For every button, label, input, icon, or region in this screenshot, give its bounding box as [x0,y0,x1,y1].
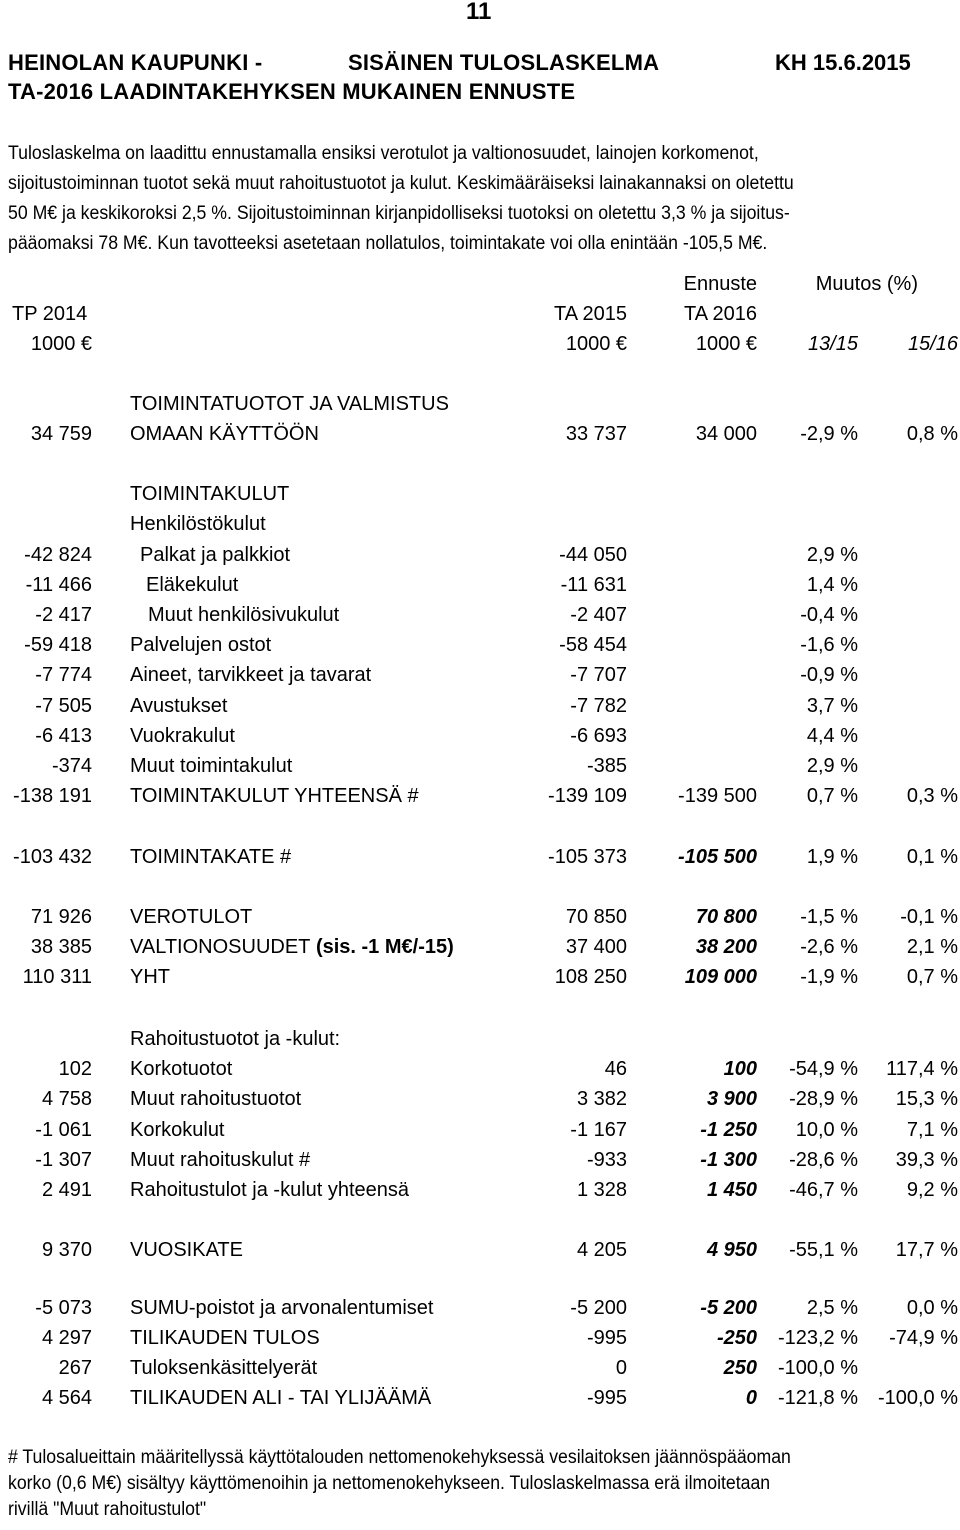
row-label: Vuokrakulut [130,725,235,747]
row-label: TILIKAUDEN ALI - TAI YLIJÄÄMÄ [130,1387,432,1409]
intro-line-4: pääomaksi 78 M€. Kun tavotteeksi asetetaan nollatulos, toimintakate voi olla enintään -105,5 M€. [8,233,768,254]
header-change-15-16: 15/16 [907,333,958,355]
subsection-heading: Henkilöstökulut [130,513,266,535]
cell-change-13-15: -1,5 % [800,906,858,928]
header-unit-tp2014: 1000 € [30,333,92,355]
cell-ta2015: -2 407 [570,604,627,626]
cell-tp2014: 71 926 [30,906,92,928]
cell-tp2014: -7 774 [35,664,92,686]
cell-change-15-16: 117,4 % [886,1058,958,1080]
cell-ta2016: 0 [745,1387,757,1409]
cell-tp2014: -59 418 [24,634,92,656]
cell-ta2015: -995 [586,1327,627,1349]
cell-change-13-15: -1,6 % [800,634,858,656]
cell-tp2014: -6 413 [35,725,92,747]
cell-change-13-15: 10,0 % [795,1119,858,1141]
cell-tp2014: 38 385 [30,936,92,958]
cell-change-13-15: 1,9 % [806,846,858,868]
row-label: Palkat ja palkkiot [140,544,291,566]
row-label: Avustukset [130,695,228,717]
row-label: VEROTULOT [130,906,253,928]
cell-ta2015: -44 050 [559,544,627,566]
cell-change-15-16: 0,0 % [906,1297,958,1319]
cell-ta2015: 70 850 [565,906,627,928]
cell-ta2015: -105 373 [548,846,627,868]
row-label: SUMU-poistot ja arvonalentumiset [130,1297,434,1319]
header-change-13-15: 13/15 [807,333,858,355]
cell-tp2014: -42 824 [24,544,92,566]
row-label: Rahoitustulot ja -kulut yhteensä [130,1179,410,1201]
cell-change-15-16: 2,1 % [906,936,958,958]
cell-change-15-16: 0,1 % [906,846,958,868]
row-label: Tuloksenkäsittelyerät [130,1357,318,1379]
cell-ta2016: 38 200 [695,936,757,958]
intro-line-2: sijoitustoiminnan tuotot sekä muut rahoitustuotot ja kulut. Keskimääräiseksi lainakannaksi on oletettu [8,173,794,194]
cell-change-15-16: 15,3 % [895,1088,958,1110]
cell-ta2016: -5 200 [700,1297,757,1319]
cell-tp2014: 4 564 [41,1387,92,1409]
row-label: YHT [130,966,170,988]
cell-change-13-15: -2,9 % [800,423,858,445]
cell-change-15-16: -100,0 % [877,1387,958,1409]
row-label [130,935,454,959]
cell-change-13-15: 2,9 % [806,755,858,777]
cell-ta2015: -58 454 [559,634,627,656]
cell-change-13-15: 1,4 % [806,574,858,596]
cell-tp2014: 267 [58,1357,92,1379]
row-label: TILIKAUDEN TULOS [130,1327,320,1349]
cell-change-13-15: -1,9 % [800,966,858,988]
cell-ta2015: -7 782 [570,695,627,717]
cell-ta2015: -995 [586,1387,627,1409]
cell-ta2016: -250 [716,1327,757,1349]
cell-change-15-16: 7,1 % [906,1119,958,1141]
title-organization: HEINOLAN KAUPUNKI - [8,50,263,75]
cell-ta2016: 34 000 [695,423,757,445]
cell-ta2015: -139 109 [548,785,627,807]
cell-change-13-15: -123,2 % [777,1327,858,1349]
cell-ta2016: -1 250 [700,1119,757,1141]
cell-change-13-15: -121,8 % [777,1387,858,1409]
cell-ta2015: 4 205 [576,1239,627,1261]
cell-ta2016: 1 450 [706,1179,757,1201]
cell-change-15-16: 0,7 % [906,966,958,988]
cell-change-15-16: 0,3 % [906,785,958,807]
row-label: Muut rahoitustuotot [130,1088,302,1110]
header-ta2016: TA 2016 [683,303,757,325]
cell-tp2014: 4 758 [41,1088,92,1110]
cell-change-13-15: -100,0 % [777,1357,858,1379]
cell-tp2014: 110 311 [22,966,92,988]
cell-change-13-15: 2,9 % [806,544,858,566]
cell-ta2016: 100 [723,1058,757,1080]
cell-ta2016: -139 500 [678,785,757,807]
title-date: KH 15.6.2015 [775,50,911,75]
cell-change-13-15: -28,6 % [789,1149,858,1171]
row-label: Aineet, tarvikkeet ja tavarat [130,664,372,686]
cell-change-13-15: -54,9 % [789,1058,858,1080]
header-muutos: Muutos (%) [815,273,918,295]
cell-ta2015: -385 [586,755,627,777]
cell-change-13-15: -55,1 % [789,1239,858,1261]
cell-ta2015: 33 737 [565,423,627,445]
cell-change-13-15: -0,4 % [800,604,858,626]
cell-ta2016: 3 900 [706,1088,757,1110]
cell-tp2014: -7 505 [35,695,92,717]
cell-tp2014: -1 307 [35,1149,92,1171]
row-label: Muut rahoituskulut # [130,1149,311,1171]
row-label: Palvelujen ostot [130,634,272,656]
row-label: Korkotuotot [130,1058,233,1080]
row-label: Muut toimintakulut [130,755,293,777]
row-label: Eläkekulut [146,574,239,596]
row-label-main: VALTIONOSUUDET [130,936,311,958]
footnote-line-1: # Tulosalueittain määritellyssä käyttötalouden nettomenokehyksessä vesilaitoksen jäännöspääoman [8,1447,791,1468]
cell-ta2015: -11 631 [560,574,627,596]
cell-tp2014: -138 191 [13,785,92,807]
cell-ta2016: 250 [723,1357,757,1379]
cell-tp2014: -374 [51,755,92,777]
cell-change-13-15: -2,6 % [800,936,858,958]
cell-change-13-15: 3,7 % [806,695,858,717]
cell-ta2016: 70 800 [695,906,757,928]
cell-change-15-16: -0,1 % [900,906,958,928]
cell-ta2016: -105 500 [678,846,757,868]
cell-change-15-16: 9,2 % [906,1179,958,1201]
cell-change-13-15: 4,4 % [806,725,858,747]
title-subtitle: TA-2016 LAADINTAKEHYKSEN MUKAINEN ENNUSTE [8,79,576,104]
row-label: TOIMINTAKULUT YHTEENSÄ # [130,785,419,807]
row-label: OMAAN KÄYTTÖÖN [130,423,319,445]
footnote-line-2: korko (0,6 M€) sisältyy käyttömenoihin ja nettomenokehykseen. Tuloslaskelmassa erä ilmoitetaan [8,1473,771,1494]
row-label-note: (sis. -1 M€/-15) [310,936,454,958]
cell-ta2015: -7 707 [570,664,627,686]
footnote-line-3: rivillä "Muut rahoitustulot" [8,1499,207,1520]
cell-change-13-15: 0,7 % [806,785,858,807]
cell-ta2015: 46 [604,1058,627,1080]
intro-line-3: 50 M€ ja keskikoroksi 2,5 %. Sijoitustoiminnan kirjanpidolliseksi tuotoksi on oletettu 3,3 % ja sijoitus- [8,203,790,224]
cell-ta2016: -1 300 [700,1149,757,1171]
cell-ta2015: 37 400 [565,936,627,958]
cell-change-13-15: -0,9 % [800,664,858,686]
header-unit-ta2016: 1000 € [695,333,757,355]
cell-ta2016: 109 000 [684,966,757,988]
row-label: Muut henkilösivukulut [148,604,340,626]
header-ta2015: TA 2015 [553,303,627,325]
page-number: 11 [466,0,492,25]
cell-change-13-15: 2,5 % [806,1297,858,1319]
subsection-heading: Rahoitustuotot ja -kulut: [130,1028,341,1050]
cell-ta2015: -6 693 [570,725,627,747]
cell-tp2014: -11 466 [25,574,92,596]
cell-change-15-16: 0,8 % [906,423,958,445]
cell-tp2014: 4 297 [41,1327,92,1349]
cell-ta2015: 1 328 [576,1179,627,1201]
cell-ta2015: -5 200 [570,1297,627,1319]
row-label: TOIMINTATUOTOT JA VALMISTUS [130,393,449,415]
section-heading: TOIMINTAKULUT [130,483,290,505]
cell-change-13-15: -28,9 % [789,1088,858,1110]
row-label: TOIMINTAKATE # [130,846,292,868]
intro-line-1: Tuloslaskelma on laadittu ennustamalla ensiksi verotulot ja valtionosuudet, lainojen korkomenot, [8,143,759,164]
cell-change-13-15: -46,7 % [789,1179,858,1201]
cell-ta2015: -933 [586,1149,627,1171]
cell-ta2015: -1 167 [570,1119,627,1141]
cell-tp2014: 102 [58,1058,92,1080]
header-ennuste: Ennuste [683,273,757,295]
cell-ta2016: 4 950 [706,1239,757,1261]
cell-tp2014: -1 061 [35,1119,92,1141]
header-unit-ta2015: 1000 € [565,333,627,355]
cell-ta2015: 108 250 [554,966,627,988]
cell-tp2014: -5 073 [35,1297,92,1319]
row-label: VUOSIKATE [130,1239,243,1261]
cell-change-15-16: 17,7 % [895,1239,958,1261]
cell-tp2014: -2 417 [35,604,92,626]
cell-change-15-16: -74,9 % [889,1327,958,1349]
row-label: Korkokulut [130,1119,225,1141]
cell-change-15-16: 39,3 % [895,1149,958,1171]
cell-tp2014: 34 759 [30,423,92,445]
title-report-name: SISÄINEN TULOSLASKELMA [348,50,660,75]
header-tp2014: TP 2014 [12,303,88,325]
cell-tp2014: 9 370 [41,1239,92,1261]
cell-tp2014: 2 491 [41,1179,92,1201]
cell-tp2014: -103 432 [13,846,92,868]
cell-ta2015: 3 382 [576,1088,627,1110]
cell-ta2015: 0 [615,1357,627,1379]
